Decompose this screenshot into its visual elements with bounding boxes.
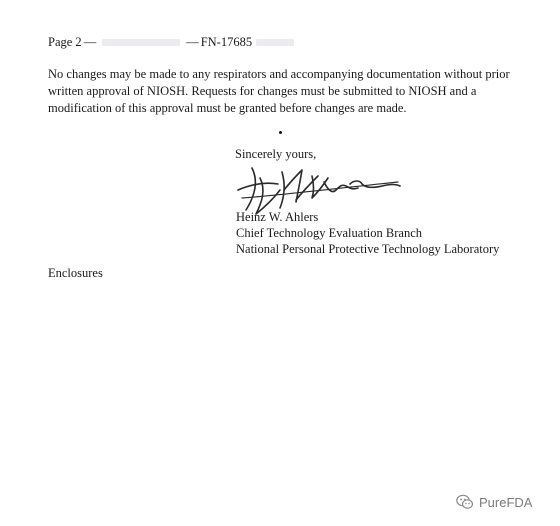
paragraph-line: No changes may be made to any respirators and accompanying documentation without prior xyxy=(48,67,510,81)
stray-dot xyxy=(279,131,282,134)
signer-organization: National Personal Protective Technology Laboratory xyxy=(236,242,500,256)
redacted-text xyxy=(102,39,180,46)
file-number: FN-17685 xyxy=(200,35,253,49)
header-separator-2: — xyxy=(186,35,199,49)
redacted-text-2 xyxy=(256,39,294,46)
body-paragraph xyxy=(48,66,528,117)
watermark-text: PureFDA xyxy=(479,494,533,510)
signature-block xyxy=(236,209,499,257)
paragraph-line: modification of this approval must be granted before changes are made. xyxy=(48,101,407,115)
enclosures-label: Enclosures xyxy=(48,266,103,280)
watermark xyxy=(456,494,532,510)
header-separator: — xyxy=(83,35,97,49)
signer-title: Chief Technology Evaluation Branch xyxy=(236,226,422,240)
signer-name: Heinz W. Ahlers xyxy=(236,210,319,224)
page-header xyxy=(48,35,298,50)
paragraph-line: written approval of NIOSH. Requests for changes must be submitted to NIOSH and a xyxy=(48,84,477,98)
wechat-icon xyxy=(456,494,474,510)
page-label: Page 2 xyxy=(48,35,82,49)
closing-salutation: Sincerely yours, xyxy=(235,147,317,161)
